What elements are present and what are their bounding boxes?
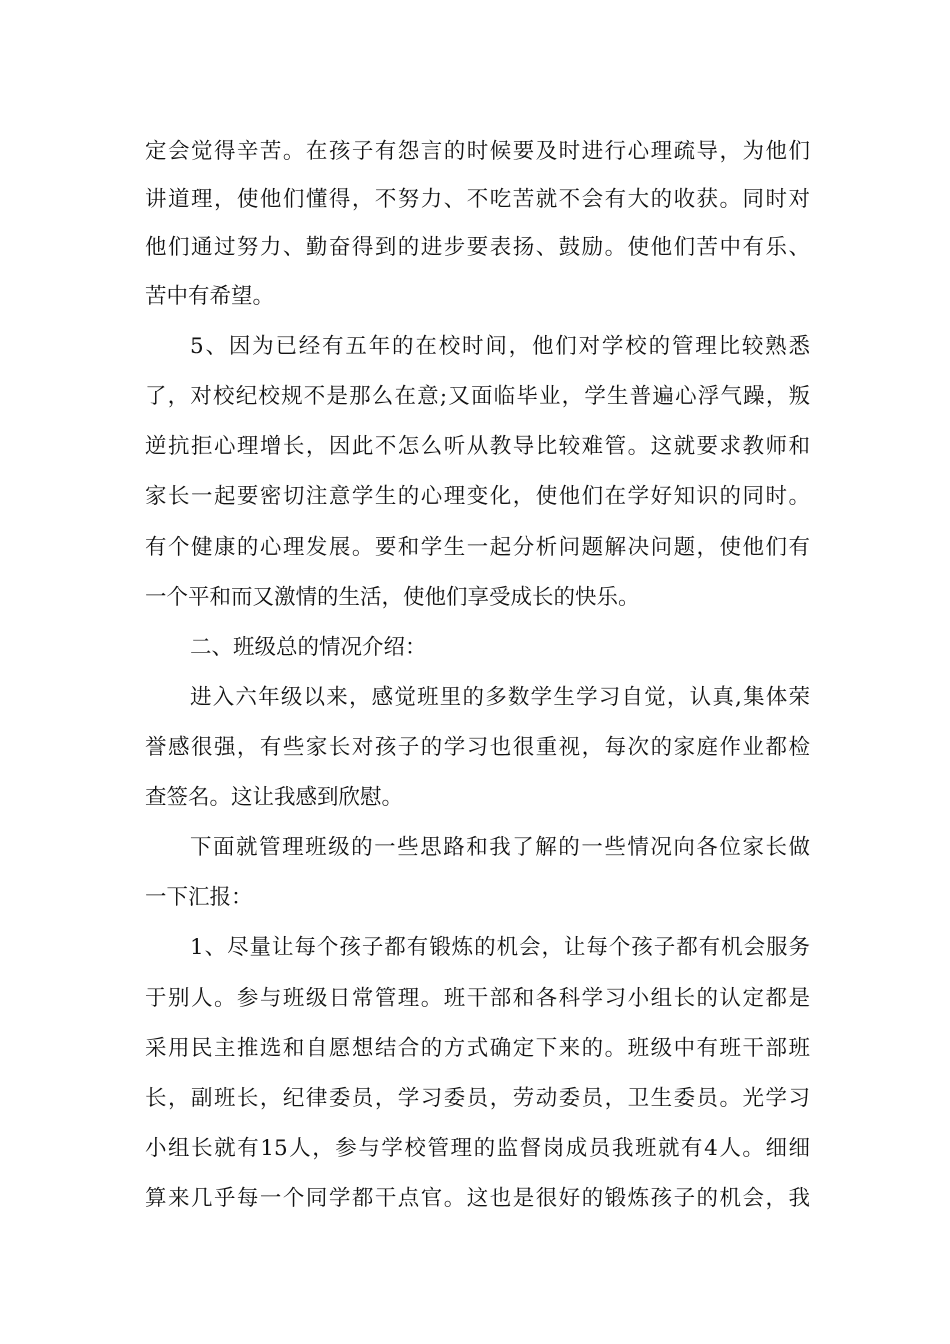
text-line: 有个健康的心理发展。要和学生一起分析问题解决问题，使他们有 [145, 535, 810, 560]
text-line: 家长一起要密切注意学生的心理变化，使他们在学好知识的同时。 [145, 484, 810, 509]
paragraph-start-line: 5、因为已经有五年的在校时间，他们对学校的管理比较熟悉 [190, 334, 810, 359]
text-line: 了，对校纪校规不是那么在意;又面临毕业，学生普遍心浮气躁，叛 [145, 384, 810, 409]
text-line: 讲道理，使他们懂得，不努力、不吃苦就不会有大的收获。同时对 [145, 187, 810, 212]
text-line: 苦中有希望。 [145, 284, 275, 309]
text-line: 小组长就有15人，参与学校管理的监督岗成员我班就有4人。细细 [145, 1136, 810, 1161]
text-line: 他们通过努力、勤奋得到的进步要表扬、鼓励。使他们苦中有乐、 [145, 235, 810, 260]
paragraph-start-line: 下面就管理班级的一些思路和我了解的一些情况向各位家长做 [190, 835, 810, 860]
text-line: 誉感很强，有些家长对孩子的学习也很重视，每次的家庭作业都检 [145, 735, 810, 760]
text-line: 定会觉得辛苦。在孩子有怨言的时候要及时进行心理疏导，为他们 [145, 139, 810, 164]
text-line: 采用民主推选和自愿想结合的方式确定下来的。班级中有班干部班 [145, 1036, 810, 1061]
paragraph-start-line: 进入六年级以来，感觉班里的多数学生学习自觉，认真,集体荣 [190, 685, 810, 710]
text-line: 于别人。参与班级日常管理。班干部和各科学习小组长的认定都是 [145, 986, 810, 1011]
text-line: 长，副班长，纪律委员，学习委员，劳动委员，卫生委员。光学习 [145, 1086, 810, 1111]
paragraph-start-line: 1、尽量让每个孩子都有锻炼的机会，让每个孩子都有机会服务 [190, 935, 810, 960]
section-heading: 二、班级总的情况介绍： [190, 635, 427, 660]
text-line: 逆抗拒心理增长，因此不怎么听从教导比较难管。这就要求教师和 [145, 434, 810, 459]
text-line: 算来几乎每一个同学都干点官。这也是很好的锻炼孩子的机会，我 [145, 1186, 810, 1211]
text-line: 一下汇报： [145, 885, 253, 910]
text-line: 查签名。这让我感到欣慰。 [145, 785, 404, 810]
text-line: 一个平和而又激情的生活，使他们享受成长的快乐。 [145, 585, 640, 610]
